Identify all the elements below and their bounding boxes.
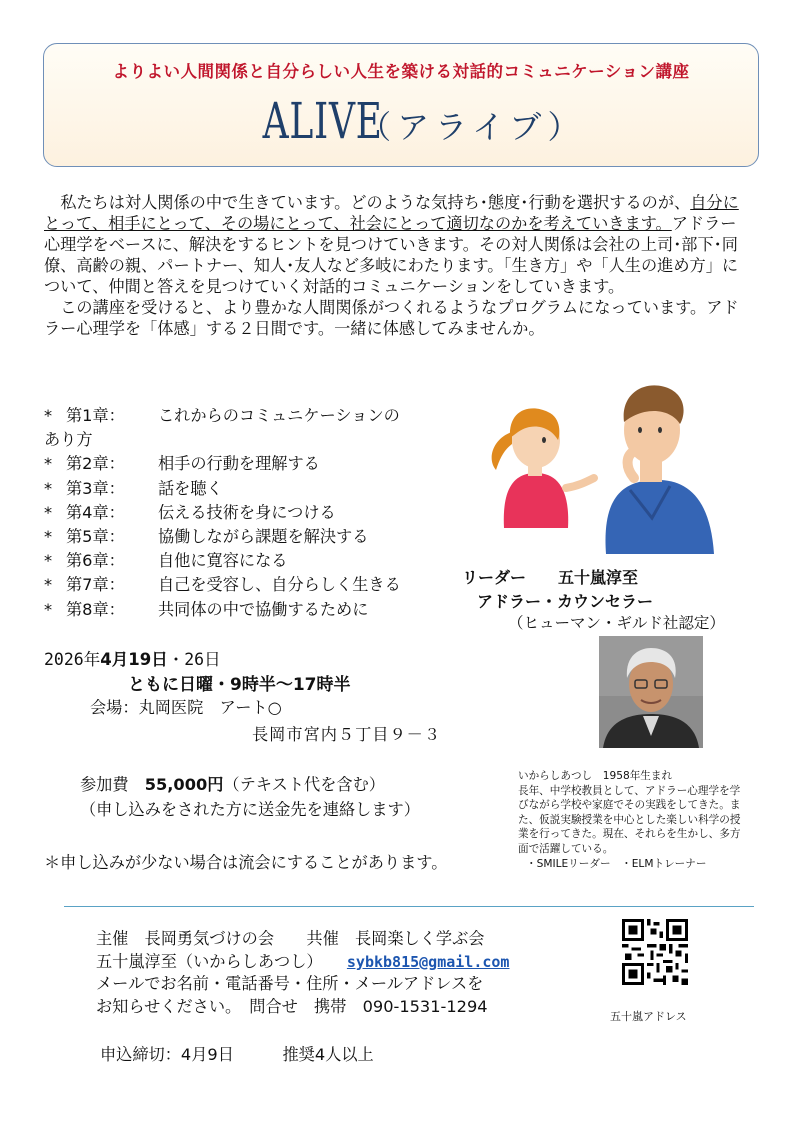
deadline: 申込締切：4月9日 [100, 1045, 234, 1064]
chapter-title: これからのコミュニケーションの [158, 406, 400, 425]
fee-payment-note: （申し込みをされた方に送金先を連絡します） [80, 800, 420, 819]
intro-paragraph-1 [44, 192, 750, 297]
qr-caption: 五十嵐アドレス [610, 1010, 687, 1023]
cancellation-note: ＊申し込みが少ない場合は流会にすることがあります。 [44, 853, 448, 872]
leader-bio [518, 769, 748, 871]
leader-photo [599, 636, 703, 748]
intro-paragraph-2: この講座を受けると、より豊かな人間関係がつくれるようなプログラムになっています。アドラー心理学を「体感」する２日間です。一緒に体感してみませんか。 [44, 298, 739, 338]
fee-amount: 55,000円 [144, 775, 224, 794]
chapter-item [44, 525, 401, 549]
fee [80, 771, 385, 795]
venue-name: 丸岡医院 アート○ [138, 698, 282, 717]
chapter-item [44, 549, 401, 573]
contact-name: 五十嵐淳至（いからしあつし） [96, 951, 315, 971]
chapter-item [44, 452, 401, 476]
chapter-title: 協働しながら課題を解決する [158, 527, 369, 547]
deadline-line [100, 1041, 374, 1065]
venue-label: 会場： [90, 698, 139, 717]
contact-phone: お知らせください。 問合せ 携帯 090-1531-1294 [96, 996, 488, 1016]
chapter-number: 第7章： [66, 575, 125, 595]
title-alive: ALIVE [263, 92, 384, 150]
conversation-illustration [474, 378, 720, 554]
chapter-number: 第6章： [66, 551, 125, 571]
footer-contact [96, 928, 509, 1018]
title-kana: （アライブ） [359, 108, 586, 146]
bullet: * [44, 502, 53, 522]
fee-label: 参加費 [80, 775, 145, 794]
chapter-title: 自己を受容し、自分らしく生きる [158, 575, 401, 595]
organizers: 主催 長岡勇気づけの会 共催 長岡楽しく学ぶ会 [96, 929, 485, 948]
intro-p1-b: アドラー心理学をベースに、解決をするヒントを見つけていきます。その対人関係は会社の上司･部下･同僚、高齢の親、パートナー、知人･友人など多岐にわたります。「生き方」や「人生の進め方」について、仲間と答えを見つけていく対話的コミュニケーションをしていきます。 [44, 214, 739, 296]
event-year: 2026年 [44, 650, 101, 669]
intro-p1-a: 私たちは対人関係の中で生きています。どのような気持ち･態度･行動を選択するのが、 [60, 193, 691, 212]
bio-tags: ・SMILEリーダー ・ELMトレーナー [526, 857, 707, 870]
chapter-title: 相手の行動を理解する [158, 454, 320, 474]
separator-line [64, 906, 754, 907]
bullet: * [44, 575, 53, 595]
chapter-number: 第5章： [66, 527, 125, 547]
venue-address: 長岡市宮内５丁目９－３ [252, 725, 442, 744]
bio-body: 長年、中学校教員として、アドラー心理学を学びながら学校や家庭でその実践をしてきた。また、仮説実験授業を中心とした楽しい科学の授業を行ってきた。現在、それらを生かし、多方面で活躍している。 [518, 784, 741, 855]
chapter-item [44, 477, 401, 501]
intro-p1-underline: 自分にとって、相手にとって、その場にとって、社会にとって適切なのかを考えていきます。 [44, 193, 739, 233]
qr-code[interactable] [622, 919, 688, 985]
leader-name: 五十嵐淳至 [558, 568, 639, 587]
event-days: ともに日曜・9時半～17時半 [128, 675, 351, 695]
bullet: * [44, 527, 53, 547]
fee-note: （テキスト代を含む） [223, 775, 385, 794]
contact-instructions: メールでお名前・電話番号・住所・メールアドレスを [96, 974, 484, 993]
bullet: * [44, 599, 53, 619]
chapter-title: 自他に寛容になる [158, 551, 288, 571]
chapter-title: 伝える技術を身につける [158, 502, 336, 522]
chapter-item [44, 404, 401, 428]
leader-title: アドラー・カウンセラー [477, 592, 654, 611]
course-subtitle: よりよい人間関係と自分らしい人生を築ける対話的コミュニケーション講座 [112, 62, 690, 81]
event-dates-2: ・26日 [167, 650, 221, 669]
venue [90, 694, 282, 718]
header-box [43, 43, 759, 167]
email-link[interactable]: sybkb815@gmail.com [346, 952, 510, 971]
chapter-title: 話を聴く [158, 478, 223, 498]
recommended-count: 推奨4人以上 [282, 1045, 374, 1064]
event-date [44, 646, 221, 670]
chapter-number: 第3章： [66, 478, 125, 498]
woman-figure [492, 408, 594, 528]
chapter-title: 共同体の中で協働するために [158, 599, 369, 619]
chapter-item [44, 501, 401, 525]
bullet: * [44, 478, 53, 498]
event-dates: 4月19日 [100, 650, 168, 669]
bio-header: いからしあつし 1958年生まれ [518, 770, 673, 782]
chapter-list [44, 404, 401, 622]
chapter-item-continuation: あり方 [44, 430, 93, 450]
chapter-number: 第2章： [66, 454, 125, 474]
chapter-item [44, 598, 401, 622]
chapter-number: 第1章： [66, 406, 125, 425]
man-figure [605, 385, 714, 554]
chapter-number: 第8章： [66, 599, 125, 619]
bullet: * [44, 551, 53, 571]
leader-certification: （ヒューマン・ギルド社認定） [508, 614, 725, 632]
contact-line [96, 951, 509, 974]
course-title [44, 92, 758, 150]
bullet: * [44, 454, 53, 474]
leader-line [462, 566, 638, 589]
bullet: * [44, 406, 53, 425]
chapter-number: 第4章： [66, 502, 125, 522]
chapter-item [44, 573, 401, 597]
leader-role: リーダー [462, 568, 527, 587]
intro-text [44, 192, 750, 339]
